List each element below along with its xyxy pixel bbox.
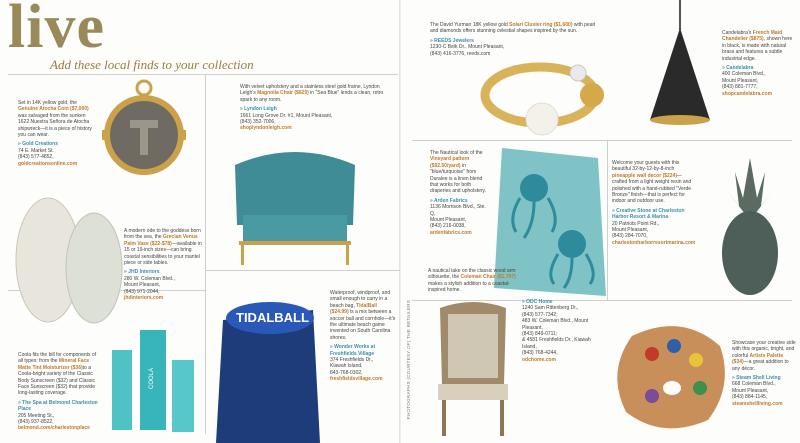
- bergere-store-info: » ODC Home 1240 Sam Rittenberg Dr., (843) 577-7342; 483 W. Coleman Blvd., Mount Pleasant, (843) 849-0711; & 4581 Freshfields Dr., Kiawah Island, (843) 768-4244, odchome.com: [522, 296, 604, 363]
- tidalball-blurb: Waterproof, windproof, and small enough to carry in a beach bag, TidalBall ($24.99) is a mix between a soccer ball and cornhole—it's the ultimate beach game invented on South Carolina shores. » Wonder Works at Freshfields Village 374 Freshfields Dr., Kiawah Island, 843-768-0302, freshfieldsvillage.com: [330, 290, 396, 383]
- chair-leg-2: [500, 400, 504, 436]
- velvet-chair-image: [225, 145, 365, 270]
- pendant-product-name: French Maid Chandelier ($875): [722, 30, 783, 43]
- palette-store-link[interactable]: » Steam Shell Living: [732, 375, 796, 381]
- artist-palette-image: [612, 316, 730, 434]
- ring-pearl: [526, 103, 558, 135]
- pendant-lamp-image: [640, 0, 720, 140]
- ring-gold-bead: [580, 83, 604, 107]
- pendant-blurb: Candelabra's French Maid Chandelier ($875), shown here in black, is made with natural brass and features a subtle industrial edge. » Candelabra 400 Coleman Blvd., Mount Pleasant, (843) 881-7777, shopcandelabra.com: [722, 30, 796, 97]
- logo-wordmark: live: [8, 0, 105, 61]
- vase-store-link[interactable]: » JHD Interiors: [124, 269, 202, 275]
- photo-credit: PHOTOGRAPHS (COURTESY OF) THE RETAILERS: [406, 300, 411, 420]
- chair-leg-1: [442, 400, 446, 436]
- thumb-hole: [663, 381, 681, 395]
- velvet-chair-store-link[interactable]: » Lyndon Leigh: [240, 106, 390, 112]
- fabric-product-name: Vineyard pattern: [430, 156, 470, 163]
- paint-yellow: [689, 353, 703, 367]
- ring-image: [480, 55, 620, 137]
- pendant-store-link[interactable]: » Candelabra: [722, 65, 796, 71]
- velvet-chair-blurb: With velvet upholstery and a stainless steel gold frame, Lyndon Leigh's Magnolia Chair ($629) in "Sea Blue" lends a clean, retro spark to any room. » Lyndon Leigh 1661 Long Grove Dr. #1, Mount Pleasant, (843) 352-7006, shoplyndonleigh.com: [240, 84, 390, 132]
- sunscreen-blurb: Coola fits the bill for components of all types: from the Mineral Face Matte Tint Moisturizer ($36)to a Coola-bright variety of the Classic Body Sunscreen ($32) and Classic Face Sunscreen ($32) that provide long-lasting coverage. » The Spa at Belmond Charleston Place 205 Meeting St., (843) 937-8522, belmond.com/charlestonplace: [18, 352, 100, 432]
- coin-blurb: Set in 14K yellow gold, the Genuine Atocha Coin ($7,000) was salvaged from the sunken 1622 Nuestra Señora de Atocha shipwreck—it is a piece of history you can wear. » Gold Creations 74 E. Market St. (843) 577-4852, goldcreationsonline.com: [18, 100, 98, 167]
- pineapple-store-link[interactable]: » Creative Stone at Charleston Harbor Resort & Marina: [612, 208, 694, 221]
- vase-right: [66, 213, 122, 323]
- sunscreen-store-link[interactable]: » The Spa at Belmond Charleston Place: [18, 400, 100, 413]
- coola-tubes-image: [108, 320, 202, 438]
- tube-1: [112, 350, 132, 430]
- fabric-store-link[interactable]: » Arden Fabrics: [430, 198, 490, 204]
- vase-product-name: Grecian Venus Palm Vase: [124, 234, 198, 247]
- tidalball-image: [208, 280, 326, 443]
- ball-label: TIDALBALL: [236, 310, 309, 325]
- divider: [8, 74, 398, 75]
- palette-blurb: Showcase your creative side with this organic, bright, and colorful Artists Palette ($34)—a great addition to any décor. » Steam Shell Living 668 Coleman Blvd., Mount Pleasant, (843) 884-1145, steamshellliving.com: [732, 340, 796, 407]
- octopus-1: [520, 174, 548, 202]
- chair-frame: [239, 241, 351, 245]
- velvet-chair-product-name: Magnolia Chair ($629): [257, 90, 309, 97]
- divider: [412, 140, 607, 141]
- tube-3: [172, 360, 194, 432]
- divider: [205, 74, 206, 434]
- ring-diamond-cluster: [570, 65, 586, 81]
- lamp-rim: [650, 115, 710, 125]
- chair-leg-left: [241, 245, 244, 265]
- tube-label: COOLA: [149, 367, 155, 389]
- ring-product-name: Solari Cluster ring ($1,600): [509, 22, 573, 28]
- shell-vases-image: [10, 190, 130, 330]
- chair-cushion: [438, 384, 508, 400]
- pineapple-crown: [725, 158, 775, 214]
- pineapple-image: [705, 148, 795, 298]
- coin-store-link[interactable]: » Gold Creations: [18, 141, 98, 147]
- bergere-blurb: A nautical take on the classic wood arm silhouette, the Coleman Chair ($1,797) makes a stylish addition to a coastal-inspired home.: [428, 268, 516, 294]
- vase-blurb: A modern ode to the goddess born from the sea, the Grecian Venus Palm Vase ($22-$78)—available in 15 or 19-inch sizes—can bring coastal sensibilities to your mantel piece or side tables. » JHD Interiors 280 W. Coleman Blvd., Mount Pleasant, (843) 971-2044, jhdinteriors.com: [124, 228, 202, 301]
- palette-product-name: Artists Palette: [749, 352, 784, 359]
- ring-blurb: The David Yurman 18K yellow gold Solari Cluster ring ($1,600) with pearl and diamonds offers stunning celestial shapes inspired by the sun. » REEDS Jewelers 1230-C Belk Dr., Mount Pleasant, (843) 416-3776, reeds.com: [430, 22, 600, 57]
- bail-ring: [137, 81, 151, 95]
- tidalball-product-name: TidalBall ($24.99): [330, 302, 377, 316]
- paint-green: [693, 381, 707, 395]
- divider: [608, 140, 792, 141]
- paint-blue: [667, 339, 681, 353]
- ring-store-link[interactable]: » REEDS Jewelers: [430, 38, 600, 44]
- chair-leg-right: [346, 245, 349, 265]
- pineapple-body: [722, 211, 778, 295]
- paint-red: [645, 347, 659, 361]
- lamp-shade: [650, 28, 710, 120]
- divider: [607, 140, 608, 300]
- fabric-blurb: The Nautical look of the Vineyard pattern ($92.50/yard) in "blue/turquoise" from Duralee is a linen blend that works for both draperies and upholstery. » Arden Fabrics 1136 Morrison Blvd., Ste. Q, Mount Pleasant, (843) 216-0038, ardenfabrics.com: [430, 150, 490, 236]
- page-gutter: [399, 0, 401, 443]
- sunscreen-product-name: Mineral Face Matte Tint Moisturizer ($36): [18, 358, 90, 371]
- coin-product-name: Genuine Atocha Coin: [18, 106, 69, 113]
- pineapple-product-name: pineapple wall decor: [612, 172, 662, 179]
- section-tagline: Add these local finds to your collection: [50, 57, 254, 72]
- paint-purple: [645, 389, 659, 403]
- chair-seat: [243, 215, 347, 241]
- bergere-product-name: Coleman Chair ($1,797): [460, 274, 516, 281]
- octopus-2: [558, 230, 586, 258]
- chair-back: [235, 152, 355, 225]
- coin-pendant-image: [100, 80, 190, 190]
- chair-upholstery: [448, 314, 498, 378]
- bergere-chair-image: [428, 300, 518, 440]
- divider: [205, 270, 400, 271]
- tidalball-store-link[interactable]: » Wonder Works at Freshfields Village: [330, 344, 396, 357]
- prong-right: [178, 130, 186, 140]
- prong-left: [102, 130, 110, 140]
- bergere-store-link[interactable]: » ODC Home: [522, 299, 604, 305]
- section-logo: [8, 0, 188, 61]
- pineapple-blurb: Welcome your guests with this beautiful 32-by-12-by-8-inch pineapple wall decor ($224)—crafted from a light weight resin and polished with a hand-rubbed "Verde Bronze" finish—that is perfect for indoor and outdoor use. » Creative Stone at Charleston Harbor Resort & Marina 20 Patriots Point Rd., Mount Pleasant, (843) 284-7070, charlestonharborresortmarina.com: [612, 160, 694, 246]
